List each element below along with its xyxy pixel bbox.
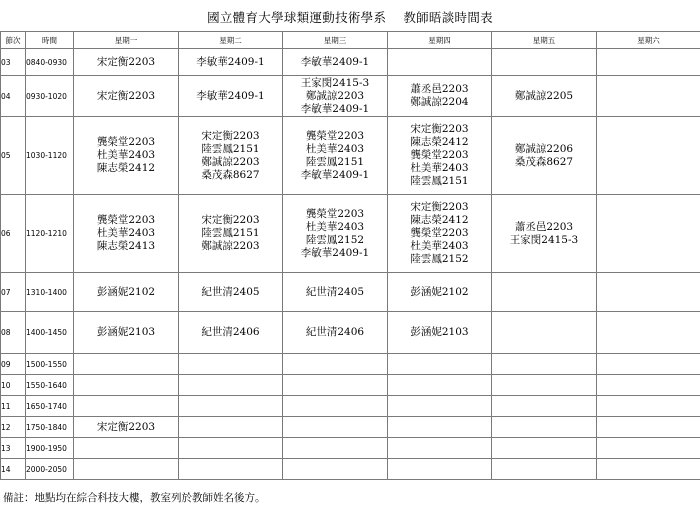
schedule-cell-wednesday	[283, 195, 388, 273]
header-row	[1, 32, 700, 49]
teacher-room-entry: 彭涵妮2103	[410, 326, 469, 338]
schedule-cell-friday	[492, 195, 597, 273]
teacher-room-entry: 龔榮堂2203	[305, 207, 365, 220]
table-row	[1, 396, 700, 417]
schedule-cell-monday	[74, 438, 179, 459]
teacher-room-entry: 杜美華2403	[305, 220, 365, 233]
schedule-cell-monday	[74, 117, 179, 195]
teacher-room-entry: 王家閔2415-3	[509, 233, 579, 246]
teacher-room-entry: 鄭誠諒2203	[201, 240, 260, 252]
schedule-cell-thursday	[388, 396, 492, 417]
schedule-cell-tuesday	[179, 396, 283, 417]
period-number: 06	[1, 195, 26, 273]
teacher-room-entry: 彭涵妮2102	[410, 285, 469, 298]
schedule-cell-monday	[74, 273, 179, 312]
schedule-cell-wednesday	[283, 459, 388, 480]
teacher-room-entry: 李敏華2409-1	[300, 102, 370, 115]
time-slot: 1750-1840	[26, 417, 74, 438]
teacher-room-entry: 李敏華2409-1	[300, 168, 370, 181]
teacher-room-entry: 桑茂森8627	[201, 168, 260, 181]
schedule-cell-tuesday	[179, 417, 283, 438]
teacher-room-entry: 紀世清2405	[305, 285, 365, 298]
teacher-room-entry: 鄭誠諒2205	[514, 89, 574, 102]
header-friday: 星期五	[492, 32, 597, 49]
teacher-room-entry: 紀世清2406	[305, 326, 365, 338]
table-row	[1, 49, 700, 76]
teacher-room-entry: 蕭丞邑2203	[514, 220, 574, 233]
schedule-cell-tuesday	[179, 117, 283, 195]
teacher-room-entry: 龔榮堂2203	[410, 227, 469, 239]
schedule-cell-friday	[492, 273, 597, 312]
teacher-room-entry: 龔榮堂2203	[305, 129, 365, 142]
schedule-cell-thursday	[388, 312, 492, 354]
schedule-cell-wednesday	[283, 354, 388, 375]
time-slot: 1550-1640	[26, 375, 74, 396]
teacher-room-entry: 陸雲鳳2151	[201, 142, 260, 155]
schedule-cell-thursday	[388, 273, 492, 312]
teacher-room-entry: 宋定衡2203	[201, 129, 260, 142]
teacher-room-entry: 李敏華2409-1	[196, 89, 265, 102]
schedule-cell-thursday	[388, 438, 492, 459]
schedule-cell-thursday	[388, 354, 492, 375]
schedule-cell-friday	[492, 459, 597, 480]
schedule-cell-monday	[74, 417, 179, 438]
teacher-room-entry: 陸雲鳳2151	[305, 155, 365, 168]
schedule-cell-wednesday	[283, 396, 388, 417]
schedule-cell-wednesday	[283, 417, 388, 438]
schedule-cell-wednesday	[283, 312, 388, 354]
teacher-room-entry: 杜美華2403	[410, 162, 469, 174]
table-row	[1, 195, 700, 273]
schedule-cell-tuesday	[179, 273, 283, 312]
teacher-room-entry: 陳志榮2412	[410, 136, 469, 148]
teacher-room-entry: 李敏華2409-1	[300, 246, 370, 259]
schedule-cell-wednesday	[283, 49, 388, 76]
schedule-cell-saturday	[597, 76, 700, 117]
table-row	[1, 354, 700, 375]
teacher-room-entry: 龔榮堂2203	[96, 136, 156, 148]
teacher-room-entry: 宋定衡2203	[410, 201, 469, 213]
schedule-cell-monday	[74, 396, 179, 417]
schedule-cell-thursday	[388, 76, 492, 117]
teacher-room-entry: 杜美華2403	[410, 240, 469, 252]
teacher-room-entry: 龔榮堂2203	[96, 214, 156, 226]
period-number: 12	[1, 417, 26, 438]
time-slot: 1120-1210	[26, 195, 74, 273]
period-number: 13	[1, 438, 26, 459]
teacher-room-entry: 鄭誠諒2203	[201, 155, 260, 168]
schedule-cell-monday	[74, 375, 179, 396]
schedule-cell-thursday	[388, 49, 492, 76]
schedule-cell-saturday	[597, 459, 700, 480]
period-number: 04	[1, 76, 26, 117]
header-time: 時間	[26, 32, 74, 49]
table-row	[1, 438, 700, 459]
schedule-cell-tuesday	[179, 438, 283, 459]
schedule-cell-tuesday	[179, 312, 283, 354]
teacher-room-entry: 杜美華2403	[96, 227, 156, 239]
teacher-room-entry: 陸雲鳳2151	[201, 227, 260, 239]
table-row	[1, 273, 700, 312]
schedule-cell-tuesday	[179, 76, 283, 117]
schedule-cell-wednesday	[283, 273, 388, 312]
schedule-cell-saturday	[597, 195, 700, 273]
schedule-cell-saturday	[597, 417, 700, 438]
schedule-cell-saturday	[597, 396, 700, 417]
schedule-cell-monday	[74, 49, 179, 76]
time-slot: 1900-1950	[26, 438, 74, 459]
time-slot: 0840-0930	[26, 49, 74, 76]
period-number: 08	[1, 312, 26, 354]
schedule-cell-friday	[492, 417, 597, 438]
schedule-cell-friday	[492, 117, 597, 195]
teacher-room-entry: 陳志榮2412	[96, 162, 156, 174]
schedule-cell-monday	[74, 195, 179, 273]
page-title: 國立體育大學球類運動技術學系 教師晤談時間表	[207, 10, 493, 25]
teacher-room-entry: 李敏華2409-1	[300, 55, 370, 68]
schedule-cell-tuesday	[179, 49, 283, 76]
header-saturday: 星期六	[597, 32, 700, 49]
teacher-room-entry: 紀世清2405	[201, 285, 260, 298]
header-tuesday: 星期二	[179, 32, 283, 49]
schedule-cell-tuesday	[179, 375, 283, 396]
teacher-room-entry: 宋定衡2203	[96, 420, 156, 433]
schedule-cell-saturday	[597, 438, 700, 459]
schedule-cell-friday	[492, 312, 597, 354]
schedule-cell-friday	[492, 49, 597, 76]
teacher-room-entry: 彭涵妮2103	[96, 326, 156, 338]
teacher-room-entry: 鄭誠諒2203	[305, 89, 365, 102]
schedule-cell-wednesday	[283, 117, 388, 195]
period-number: 03	[1, 49, 26, 76]
teacher-room-entry: 龔榮堂2203	[410, 149, 469, 161]
schedule-cell-thursday	[388, 117, 492, 195]
schedule-cell-saturday	[597, 312, 700, 354]
time-slot: 0930-1020	[26, 76, 74, 117]
schedule-cell-thursday	[388, 459, 492, 480]
teacher-room-entry: 李敏華2409-1	[196, 55, 265, 68]
schedule-table	[0, 31, 700, 480]
schedule-cell-monday	[74, 459, 179, 480]
time-slot: 1400-1450	[26, 312, 74, 354]
schedule-cell-wednesday	[283, 375, 388, 396]
period-number: 11	[1, 396, 26, 417]
teacher-room-entry: 宋定衡2203	[201, 214, 260, 226]
teacher-room-entry: 陸雲鳳2152	[305, 233, 365, 246]
teacher-room-entry: 王家閔2415-3	[300, 76, 370, 89]
teacher-room-entry: 陳志榮2413	[96, 240, 156, 252]
footnote: 備註：地點均在綜合科技大樓，教室列於教師姓名後方。	[3, 492, 266, 504]
teacher-room-entry: 鄭誠諒2206	[514, 142, 574, 155]
time-slot: 1500-1550	[26, 354, 74, 375]
time-slot: 1030-1120	[26, 117, 74, 195]
schedule-cell-wednesday	[283, 76, 388, 117]
schedule-cell-saturday	[597, 375, 700, 396]
schedule-cell-friday	[492, 438, 597, 459]
teacher-room-entry: 宋定衡2203	[96, 55, 156, 68]
schedule-cell-monday	[74, 354, 179, 375]
teacher-room-entry: 陸雲鳳2152	[410, 253, 469, 265]
teacher-room-entry: 杜美華2403	[305, 142, 365, 155]
schedule-cell-tuesday	[179, 459, 283, 480]
schedule-cell-monday	[74, 312, 179, 354]
header-wednesday: 星期三	[283, 32, 388, 49]
schedule-cell-friday	[492, 76, 597, 117]
period-number: 07	[1, 273, 26, 312]
schedule-cell-saturday	[597, 49, 700, 76]
schedule-cell-friday	[492, 375, 597, 396]
table-row	[1, 375, 700, 396]
table-row	[1, 459, 700, 480]
teacher-room-entry: 蕭丞邑2203	[410, 83, 469, 95]
period-number: 09	[1, 354, 26, 375]
schedule-cell-thursday	[388, 195, 492, 273]
teacher-room-entry: 桑茂森8627	[514, 155, 574, 168]
period-number: 10	[1, 375, 26, 396]
table-row	[1, 312, 700, 354]
period-number: 05	[1, 117, 26, 195]
time-slot: 2000-2050	[26, 459, 74, 480]
schedule-cell-tuesday	[179, 354, 283, 375]
period-number: 14	[1, 459, 26, 480]
schedule-cell-saturday	[597, 354, 700, 375]
header-monday: 星期一	[74, 32, 179, 49]
teacher-room-entry: 紀世清2406	[201, 326, 260, 338]
schedule-cell-tuesday	[179, 195, 283, 273]
teacher-room-entry: 彭涵妮2102	[96, 285, 156, 298]
header-thursday: 星期四	[388, 32, 492, 49]
teacher-room-entry: 宋定衡2203	[410, 123, 469, 135]
teacher-room-entry: 杜美華2403	[96, 149, 156, 161]
schedule-cell-friday	[492, 354, 597, 375]
teacher-room-entry: 鄭誠諒2204	[410, 96, 469, 108]
teacher-room-entry: 陳志榮2412	[410, 214, 469, 226]
schedule-cell-saturday	[597, 273, 700, 312]
time-slot: 1310-1400	[26, 273, 74, 312]
schedule-cell-monday	[74, 76, 179, 117]
time-slot: 1650-1740	[26, 396, 74, 417]
schedule-cell-thursday	[388, 375, 492, 396]
schedule-cell-wednesday	[283, 438, 388, 459]
schedule-cell-saturday	[597, 117, 700, 195]
header-period: 節次	[1, 32, 26, 49]
table-row	[1, 417, 700, 438]
table-row	[1, 117, 700, 195]
teacher-room-entry: 陸雲鳳2151	[410, 175, 469, 187]
schedule-cell-thursday	[388, 417, 492, 438]
teacher-room-entry: 宋定衡2203	[96, 89, 156, 102]
schedule-cell-friday	[492, 396, 597, 417]
table-row	[1, 76, 700, 117]
